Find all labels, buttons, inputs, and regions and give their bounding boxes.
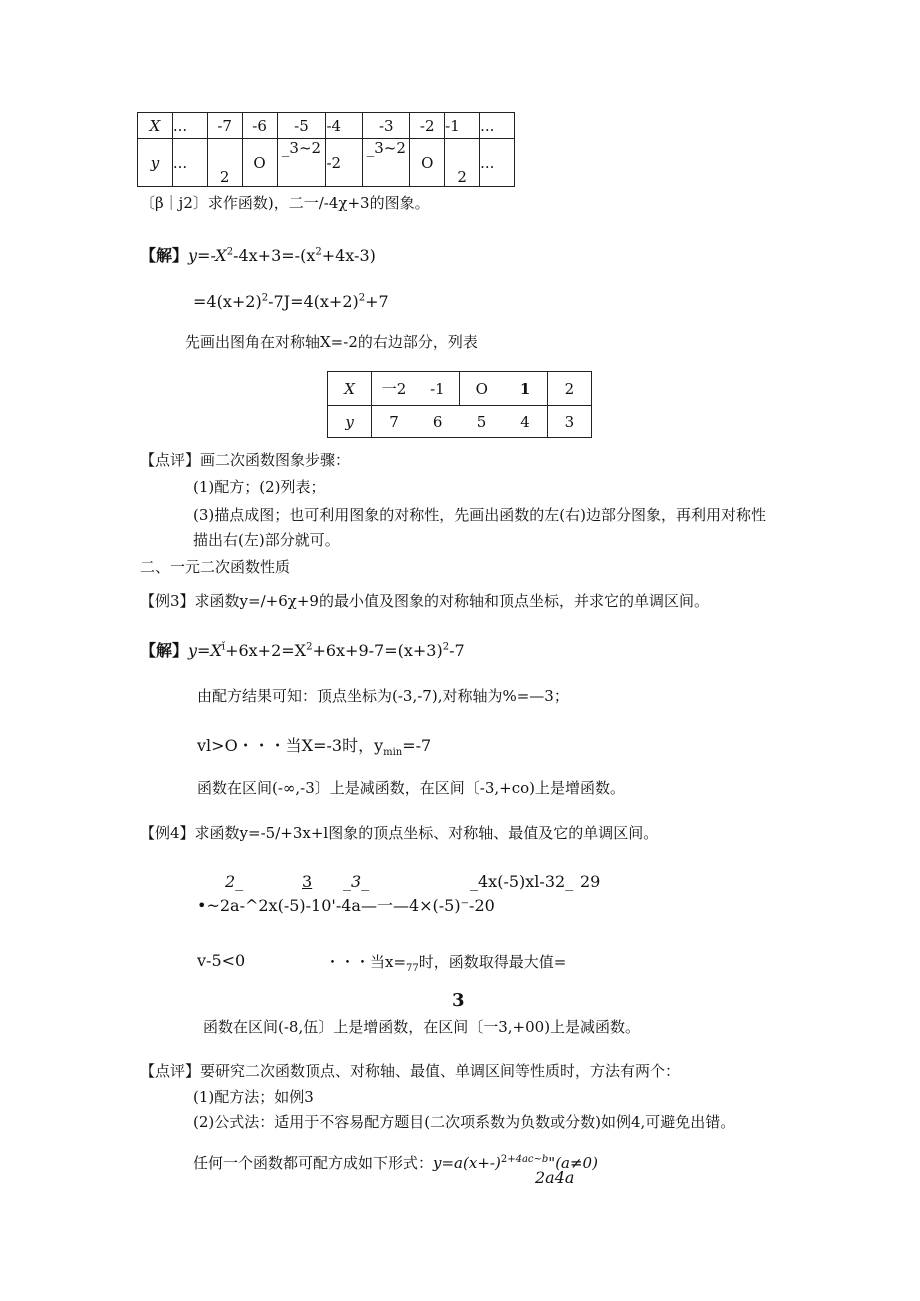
equation-part: y=X xyxy=(188,641,222,660)
solution-1-note: 先画出图角在对称轴X=-2的右边部分，列表 xyxy=(185,333,478,351)
example-4-intervals: 函数在区间(-8,伍〕上是增函数，在区间〔一3,+00)上是减函数。 xyxy=(203,1018,641,1036)
table1-cell: ... xyxy=(480,139,515,187)
equation-part: 2 xyxy=(226,246,234,258)
equation-part: 2 xyxy=(261,292,269,304)
table2-cell: 3 xyxy=(547,406,591,438)
table1-cell: O xyxy=(242,139,277,187)
equation-part: "(a≠0) xyxy=(548,1154,598,1172)
equation-part: 时，函数取得最大值= xyxy=(418,953,567,971)
review-2-title: 【点评】要研究二次函数顶点、对称轴、最值、单调区间等性质时，方法有两个： xyxy=(140,1062,681,1080)
table1-cell: -3 xyxy=(363,113,410,139)
table1-cell: ... xyxy=(480,113,515,139)
review-1-step-3a: (3)描点成图；也可利用图象的对称性，先画出函数的左(右)边部分图象，再利用对称性 xyxy=(193,506,766,524)
table1-cell: 2 xyxy=(445,139,480,187)
equation-part: -4x+3=-(x xyxy=(233,246,316,265)
table2-cell: 6 xyxy=(416,406,460,438)
equation-part: 2 xyxy=(442,641,450,653)
equation-part: -7J=4(x+2) xyxy=(268,292,359,311)
table1-cell: -2 xyxy=(410,113,445,139)
equation-part: 2 xyxy=(306,641,313,653)
equation-part: 任何一个函数都可配方成如下形式： xyxy=(193,1154,434,1172)
table1-cell: -1 xyxy=(445,113,480,139)
solution-tag: 【解】 xyxy=(140,246,189,265)
equation-part: min xyxy=(383,747,403,759)
review-2-method-1: (1)配方法；如例3 xyxy=(193,1088,314,1106)
equation-part: + xyxy=(507,1154,516,1165)
table2-cell: 一2 xyxy=(372,372,416,406)
table2-cell: 7 xyxy=(372,406,416,438)
formula-top-5: 29 xyxy=(580,872,601,891)
equation-part: ・・・当x= xyxy=(325,953,407,971)
solution-1 xyxy=(140,243,376,266)
formula-bottom: •~2a-^2x(-5)-10'-4a—一—4×(-5)⁻-20 xyxy=(197,896,495,915)
example-3-question: 【例3】求函数y=∕+6χ+9的最小值及图象的对称轴和顶点坐标，并求它的单调区间。 xyxy=(140,592,709,610)
example-4-maximum xyxy=(325,951,566,974)
table1-cell: -6 xyxy=(242,113,277,139)
table1-cell: -7 xyxy=(207,113,242,139)
formula-top-4: _4x(-5)xl-32_ xyxy=(470,872,574,891)
equation-part: +7 xyxy=(365,292,389,311)
review-1-step-3b: 描出右(左)部分就可。 xyxy=(193,531,340,549)
formula-top-1: 2_ xyxy=(225,872,244,891)
solution-1-line-2 xyxy=(193,292,389,311)
equation-part: y=a(x+-) xyxy=(433,1154,501,1172)
equation-part: +4x-3) xyxy=(321,246,376,265)
value-table-1 xyxy=(137,112,515,187)
equation-part: 2 xyxy=(500,1154,508,1165)
review-2-method-2: (2)公式法：适用于不容易配方题目(二次项系数为负数或分数)如例4,可避免出错。 xyxy=(193,1113,736,1131)
section-2-heading: 二、一元二次函数性质 xyxy=(140,558,291,576)
table1-cell: X xyxy=(138,113,173,139)
table1-cell: _3~2 xyxy=(277,139,326,187)
table1-cell: _3~2 xyxy=(363,139,410,187)
equation-part: 77 xyxy=(406,963,419,974)
solution-tag: 【解】 xyxy=(140,641,189,660)
table2-cell: 4 xyxy=(503,406,547,438)
example-3-line-2 xyxy=(197,733,431,758)
example-3-solution xyxy=(140,638,465,661)
equation-part: 2 xyxy=(358,292,366,304)
equation-part: =4(x+2) xyxy=(193,292,262,311)
equation-part: vl>O・・・当X=-3时，y xyxy=(197,736,384,755)
table1-cell: -4 xyxy=(326,113,363,139)
table2-cell: O xyxy=(460,372,504,406)
table2-cell: -1 xyxy=(416,372,460,406)
max-value-denominator: 3 xyxy=(452,990,465,1011)
example-3-line-3: 函数在区间(-∞,-3〕上是减函数，在区间〔-3,+co)上是增函数。 xyxy=(197,779,626,797)
table1-cell: -2 xyxy=(326,139,363,187)
equation-part: +6x+2=X xyxy=(225,641,307,660)
table2-cell: 2 xyxy=(547,372,591,406)
equation-part: -7 xyxy=(449,641,465,660)
equation-part: =-7 xyxy=(402,736,432,755)
formula-top-2: 3 xyxy=(302,872,313,891)
equation-part: ǐ xyxy=(221,641,226,653)
general-form-denominators: 2a4a xyxy=(535,1168,575,1187)
table1-cell: y xyxy=(138,139,173,187)
formula-top-3: _3_ xyxy=(343,872,370,891)
table2-cell: 5 xyxy=(460,406,504,438)
example-line: 〔β｜j2〕求作函数)，二一/-4χ+3的图象。 xyxy=(140,194,430,212)
table1-cell: O xyxy=(410,139,445,187)
value-table-2 xyxy=(327,371,592,438)
table2-cell: y xyxy=(328,406,372,438)
table1-cell: -5 xyxy=(277,113,326,139)
table1-cell: ... xyxy=(172,113,207,139)
table2-cell: 1 xyxy=(503,372,547,406)
equation-part: 4ac~b xyxy=(515,1154,549,1165)
example-3-line-1: 由配方结果可知：顶点坐标为(-3,-7),对称轴为%=—3； xyxy=(197,687,569,705)
equation-part: 2 xyxy=(315,246,322,258)
example-4-condition: v-5<0 xyxy=(197,951,246,970)
equation-part: +6x+9-7=(x+3) xyxy=(312,641,443,660)
review-1-title: 【点评】画二次函数图象步骤： xyxy=(140,451,351,469)
table2-cell: X xyxy=(328,372,372,406)
table1-cell: ... xyxy=(172,139,207,187)
review-1-step-1: (1)配方；(2)列表； xyxy=(193,478,326,496)
equation-part: y=-X xyxy=(188,246,227,265)
table1-cell: 2 xyxy=(207,139,242,187)
example-4-question: 【例4】求函数y=-5∕+3x+l图象的顶点坐标、对称轴、最值及它的单调区间。 xyxy=(140,824,659,842)
